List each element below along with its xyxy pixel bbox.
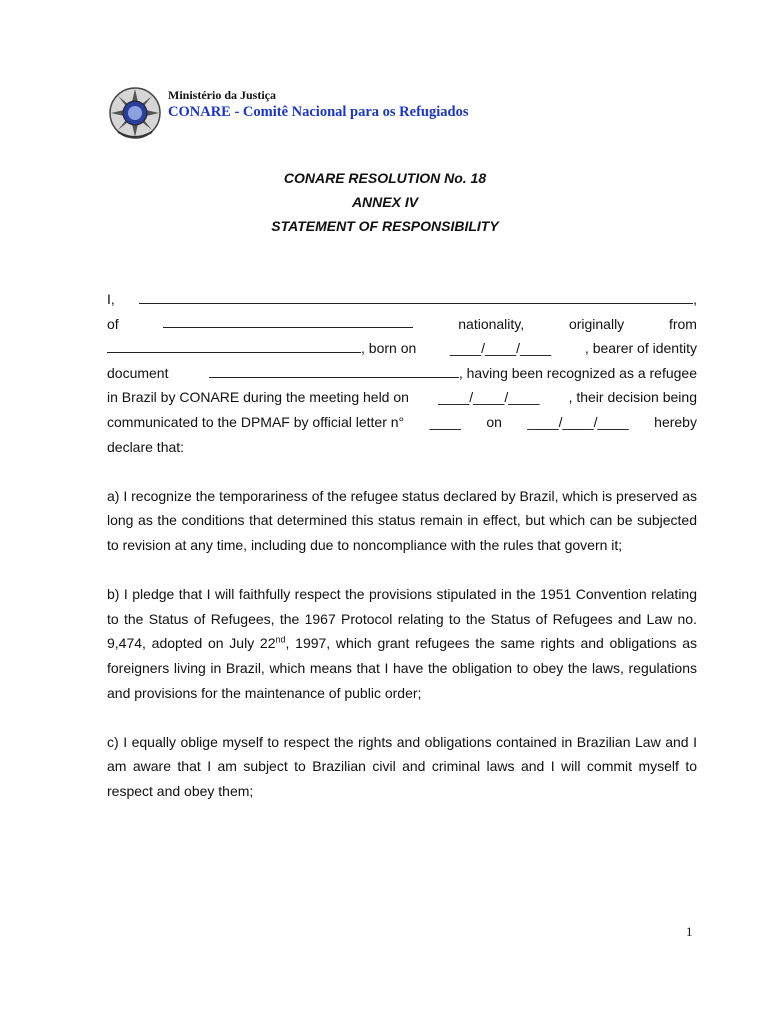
declaration-line-4 — [107, 361, 697, 386]
hereby-label: hereby — [654, 413, 697, 430]
declaration-paragraph — [107, 287, 697, 459]
declaration-line-1 — [107, 287, 697, 312]
document-body — [107, 287, 697, 803]
ordinal-suffix: nd — [275, 634, 286, 645]
letter-number-field[interactable]: ____ — [429, 413, 461, 430]
declaration-line-3 — [107, 336, 697, 361]
document-label: document — [107, 364, 169, 381]
document-field[interactable]: , having been recognized as a refugee — [209, 361, 697, 386]
clause-b: b) I pledge that I will faithfully respect the provisions stipulated in the 1951 Convention relating to the Status of Refugees, the 1967 Protocol relating to the Status of Refugees and Law no. 9,474, adopted on July 22nd, 1997, which grant refugees the same rights and obligations as foreigners living in Brazil, which means that I have the obligation to obey the laws, regulations and provisions for the maintenance of public order; — [107, 586, 697, 701]
birth-date-field[interactable]: ____/____/____ — [449, 340, 552, 357]
letter-text: communicated to the DPMAF by official letter n° — [107, 413, 405, 430]
meeting-text: in Brazil by CONARE during the meeting held on — [107, 389, 409, 406]
document-title-block — [0, 168, 770, 240]
of-label: of — [107, 315, 119, 332]
ministry-name: Ministério da Justiça — [168, 88, 276, 102]
organization-name: CONARE - Comitê Nacional para os Refugiados — [168, 104, 469, 120]
bearer-label: , bearer of identity — [584, 340, 697, 357]
declaration-line-7: declare that: — [107, 438, 185, 455]
declarant-prefix: I, — [107, 291, 115, 307]
declaration-line-5 — [107, 385, 697, 410]
statement-title: STATEMENT OF RESPONSIBILITY — [271, 218, 499, 234]
on-label: on — [486, 413, 502, 430]
decision-text: , their decision being — [568, 389, 697, 406]
brazil-coat-of-arms-icon — [108, 86, 162, 140]
clause-c: c) I equally oblige myself to respect the rights and obligations contained in Brazilian Law and I am aware that I am subject to Brazilian civil and criminal laws and I will commit myself to respect and obey them; — [107, 733, 697, 799]
nationality-label: nationality, — [458, 315, 525, 332]
annex-title: ANNEX IV — [351, 194, 419, 210]
page-number: 1 — [686, 924, 693, 939]
declaration-line-2 — [107, 312, 697, 337]
letter-date-field[interactable]: ____/____/____ — [527, 413, 629, 430]
originally-label: originally — [568, 315, 625, 332]
meeting-date-field[interactable]: ____/____/____ — [438, 389, 540, 406]
nationality-field[interactable] — [163, 312, 413, 328]
declaration-line-6 — [107, 410, 697, 435]
resolution-title: CONARE RESOLUTION No. 18 — [283, 170, 487, 186]
clause-a: a) I recognize the temporariness of the refugee status declared by Brazil, which is preserved as long as the conditions that determined this status remain in effect, but which can be subjected to revision at any time, including due to noncompliance with the rules that govern it; — [107, 487, 697, 553]
name-field[interactable]: , — [139, 287, 697, 312]
from-label: from — [668, 315, 697, 332]
origin-field[interactable]: , born on — [107, 336, 416, 361]
